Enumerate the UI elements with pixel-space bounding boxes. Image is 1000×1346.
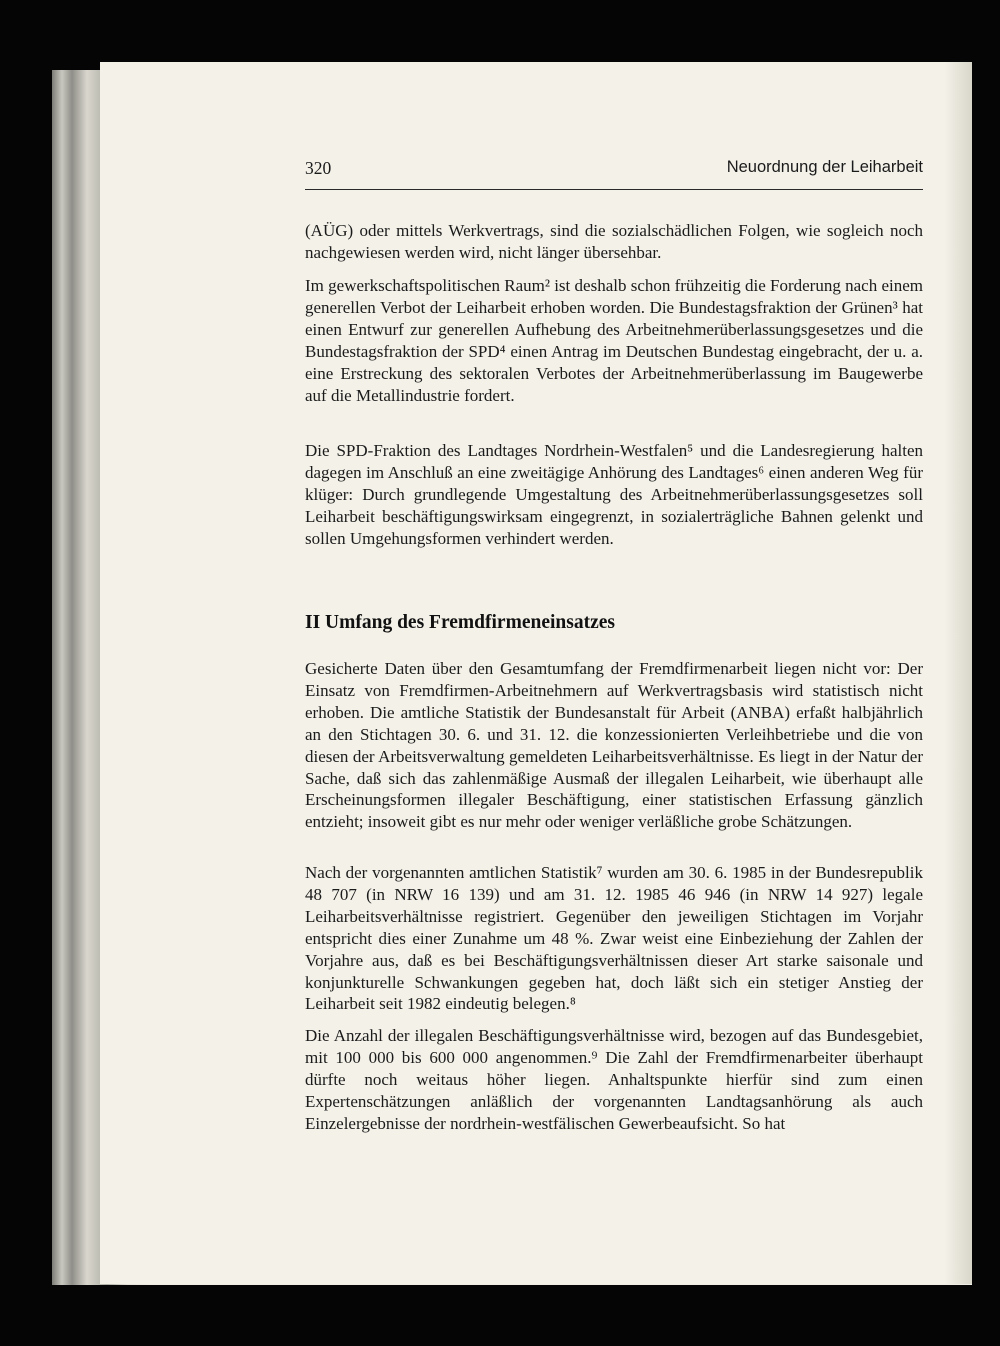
page-gutter-shadow xyxy=(945,62,972,1284)
section-heading: II Umfang des Fremdfirmeneinsatzes xyxy=(305,612,615,633)
paragraph-amtliche-statistik: Nach der vorgenannten amtlichen Statistik⁷ wurden am 30. 6. 1985 in der Bundesrepublik 48 707 (in NRW 16 139) und am 31. 12. 1985 46 946 (in NRW 14 927) legale Leiharbeitsverhältnisse registriert. Gegenüber den jeweiligen Stichtagen im Vorjahr entspricht dies einer Zunahme um 48 %. Zwar weist eine Einbeziehung der Zahlen der Vorjahre aus, daß es bei Beschäftigungsverhältnissen dieser Art starke saisonale und konjunkturelle Schwankungen gegeben hat, doch läßt sich ein stetiger Anstieg der Leiharbeit seit 1982 eindeutig belegen.⁸ xyxy=(305,863,923,1014)
page-number: 320 xyxy=(305,158,332,178)
running-title: Neuordnung der Leiharbeit xyxy=(726,158,923,176)
paragraph-continuation: (AÜG) oder mittels Werkvertrags, sind die sozialschädlichen Folgen, wie sogleich noch nachgewiesen werden wird, nicht länger übersehbar. xyxy=(305,221,923,262)
paragraph-gesicherte-daten: Gesicherte Daten über den Gesamtumfang der Fremdfirmenarbeit liegen nicht vor: Der Einsatz von Fremdfirmen-Arbeitnehmern auf Werkvertragsbasis wird statistisch nicht erhoben. Die amtliche Statistik der Bundesanstalt für Arbeit (ANBA) erfaßt halbjährlich an den Stichtagen 30. 6. und 31. 12. die konzessionierten Verleihbetriebe und die von diesen der Arbeitsverwaltung gemeldeten Leiharbeitsverhältnisse. Es liegt in der Natur der Sache, daß sich das zahlenmäßige Ausmaß der illegalen Leiharbeit, wie überhaupt alle Erscheinungsformen illegaler Beschäftigung, einer statistischen Erfassung gänzlich entzieht; insoweit gibt es nur mehr oder weniger verläßliche grobe Schätzungen. xyxy=(305,659,923,832)
paragraph-forderung: Im gewerkschaftspolitischen Raum² ist deshalb schon frühzeitig die Forderung nach einem generellen Verbot der Leiharbeit erhoben worden. Die Bundestagsfraktion der Grünen³ hat einen Entwurf zur generellen Aufhebung des Arbeitnehmerüberlassungsgesetzes und die Bundestagsfraktion der SPD⁴ einen Antrag im Deutschen Bundestag eingebracht, der u. a. eine Erstreckung des sektoralen Verbotes der Arbeitnehmerüberlassung im Baugewerbe auf die Metallindustrie fordert. xyxy=(305,276,923,405)
header-rule xyxy=(305,189,923,190)
paragraph-illegale-beschaeftigung: Die Anzahl der illegalen Beschäftigungsverhältnisse wird, bezogen auf das Bundesgebiet, mit 100 000 bis 600 000 angenommen.⁹ Die Zahl der Fremdfirmenarbeiter überhaupt dürfte noch weitaus höher liegen. Anhaltspunkte hierfür sind zum einen Expertenschätzungen anläßlich der vorgenannten Landtagsanhörung als auch Einzelergebnisse der nordrhein-westfälischen Gewerbeaufsicht. So hat xyxy=(305,1026,923,1133)
paragraph-spd-fraktion: Die SPD-Fraktion des Landtages Nordrhein-Westfalen⁵ und die Landesregierung halten dagegen im Anschluß an eine zweitägige Anhörung des Landtages⁶ einen anderen Weg für klüger: Durch grundlegende Umgestaltung des Arbeitnehmerüberlassungsgesetzes soll Leiharbeit beschäftigungswirksam eingegrenzt, in sozialerträgliche Bahnen gelenkt und sollen Umgehungsformen verhindert werden. xyxy=(305,441,923,548)
